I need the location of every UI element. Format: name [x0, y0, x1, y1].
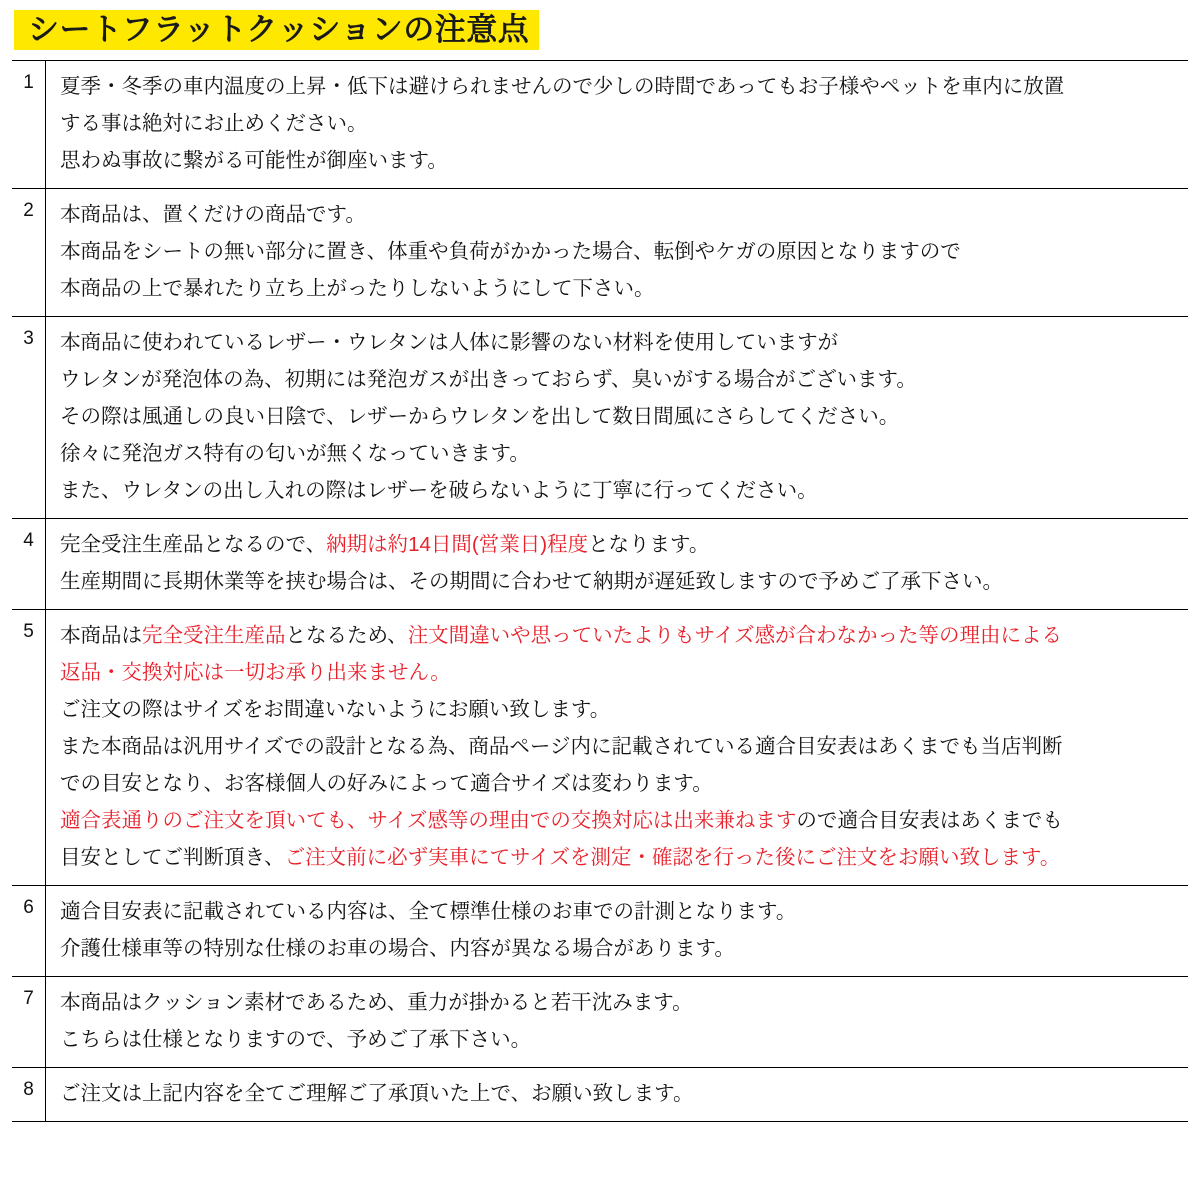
body-text: 生産期間に長期休業等を挟む場合は、その期間に合わせて納期が遅延致しますので予めご了承下さい。: [60, 570, 1003, 593]
row-content: [46, 977, 1189, 1068]
row-content: [46, 317, 1189, 519]
row-number: 6: [12, 886, 46, 977]
body-text: その際は風通しの良い日陰で、レザーからウレタンを出して数日間風にさらしてください。: [60, 405, 900, 428]
notice-line: [60, 472, 1182, 509]
emphasis-text: 注文間違いや思っていたよりもサイズ感が合わなかった等の理由による: [407, 624, 1063, 647]
notice-line: [60, 142, 1182, 179]
notice-line: [60, 270, 1182, 307]
notice-line: [60, 1075, 1182, 1112]
notice-line: [60, 654, 1182, 691]
notice-line: [60, 435, 1182, 472]
emphasis-text: ご注文前に必ず実車にてサイズを測定・確認を行った後にご注文をお願い致します。: [284, 846, 1061, 869]
emphasis-text: 納期は約14日間(営業日)程度: [326, 533, 589, 556]
row-number: 4: [12, 519, 46, 610]
row-number: 8: [12, 1068, 46, 1122]
notice-line: [60, 105, 1182, 142]
body-text: ご注文は上記内容を全てご理解ご了承頂いた上で、お願い致します。: [60, 1082, 694, 1105]
table-row: [12, 61, 1188, 189]
table-row: [12, 189, 1188, 317]
notice-line: [60, 1021, 1182, 1058]
body-text: 本商品の上で暴れたり立ち上がったりしないようにして下さい。: [60, 277, 655, 300]
table-row: [12, 1068, 1188, 1122]
body-text: また本商品は汎用サイズでの設計となる為、商品ページ内に記載されている適合目安表はあくまでも当店判断: [60, 735, 1063, 758]
notice-line: [60, 233, 1182, 270]
row-content: [46, 886, 1189, 977]
notice-line: [60, 617, 1182, 654]
notice-line: [60, 893, 1182, 930]
notice-line: [60, 361, 1182, 398]
notice-line: [60, 324, 1182, 361]
table-row: [12, 977, 1188, 1068]
notice-line: [60, 765, 1182, 802]
table-row: [12, 317, 1188, 519]
notice-line: [60, 691, 1182, 728]
notice-table: [12, 60, 1188, 1122]
notice-line: [60, 984, 1182, 1021]
row-content: [46, 189, 1189, 317]
body-text: する事は絶対にお止めください。: [60, 112, 368, 135]
body-text: ので適合目安表はあくまでも: [796, 809, 1063, 832]
notice-line: [60, 563, 1182, 600]
body-text: 徐々に発泡ガス特有の匂いが無くなっていきます。: [60, 442, 530, 465]
emphasis-text: 返品・交換対応は一切お承り出来ません。: [60, 661, 451, 684]
notice-line: [60, 196, 1182, 233]
body-text: 本商品に使われているレザー・ウレタンは人体に影響のない材料を使用していますが: [60, 331, 839, 354]
page-title-text: シートフラットクッションの注意点: [14, 10, 539, 50]
body-text: となります。: [588, 533, 710, 556]
body-text: での目安となり、お客様個人の好みによって適合サイズは変わります。: [60, 772, 713, 795]
body-text: 介護仕様車等の特別な仕様のお車の場合、内容が異なる場合があります。: [60, 937, 735, 960]
row-content: [46, 1068, 1189, 1122]
table-row: [12, 519, 1188, 610]
emphasis-text: 適合表通りのご注文を頂いても、サイズ感等の理由での交換対応は出来兼ねます: [60, 809, 797, 832]
notice-line: [60, 398, 1182, 435]
page-title: [14, 10, 539, 50]
notice-line: [60, 930, 1182, 967]
body-text: 完全受注生産品となるので、: [60, 533, 327, 556]
row-content: [46, 519, 1189, 610]
body-text: 適合目安表に記載されている内容は、全て標準仕様のお車での計測となります。: [60, 900, 797, 923]
body-text: ウレタンが発泡体の為、初期には発泡ガスが出きっておらず、臭いがする場合がございます。: [60, 368, 917, 391]
notice-line: [60, 68, 1182, 105]
row-content: [46, 61, 1189, 189]
table-row: [12, 610, 1188, 886]
row-number: 1: [12, 61, 46, 189]
row-number: 5: [12, 610, 46, 886]
row-content: [46, 610, 1189, 886]
body-text: 夏季・冬季の車内温度の上昇・低下は避けられませんので少しの時間であってもお子様やペットを車内に放置: [60, 75, 1065, 98]
row-number: 2: [12, 189, 46, 317]
body-text: また、ウレタンの出し入れの際はレザーを破らないように丁寧に行ってください。: [60, 479, 818, 502]
row-number: 7: [12, 977, 46, 1068]
body-text: 本商品は、置くだけの商品です。: [60, 203, 366, 226]
notice-line: [60, 526, 1182, 563]
emphasis-text: 完全受注生産品: [142, 624, 286, 647]
notice-line: [60, 802, 1182, 839]
notice-line: [60, 728, 1182, 765]
body-text: 本商品はクッション素材であるため、重力が掛かると若干沈みます。: [60, 991, 693, 1014]
table-row: [12, 886, 1188, 977]
body-text: こちらは仕様となりますので、予めご了承下さい。: [60, 1028, 532, 1051]
notice-table-body: [12, 61, 1188, 1122]
body-text: 本商品をシートの無い部分に置き、体重や負荷がかかった場合、転倒やケガの原因となりますので: [60, 240, 961, 263]
notice-line: [60, 839, 1182, 876]
row-number: 3: [12, 317, 46, 519]
body-text: 目安としてご判断頂き、: [60, 846, 285, 869]
body-text: ご注文の際はサイズをお間違いないようにお願い致します。: [60, 698, 611, 721]
body-text: 思わぬ事故に繋がる可能性が御座います。: [60, 149, 448, 172]
body-text: となるため、: [285, 624, 408, 647]
body-text: 本商品は: [60, 624, 142, 647]
